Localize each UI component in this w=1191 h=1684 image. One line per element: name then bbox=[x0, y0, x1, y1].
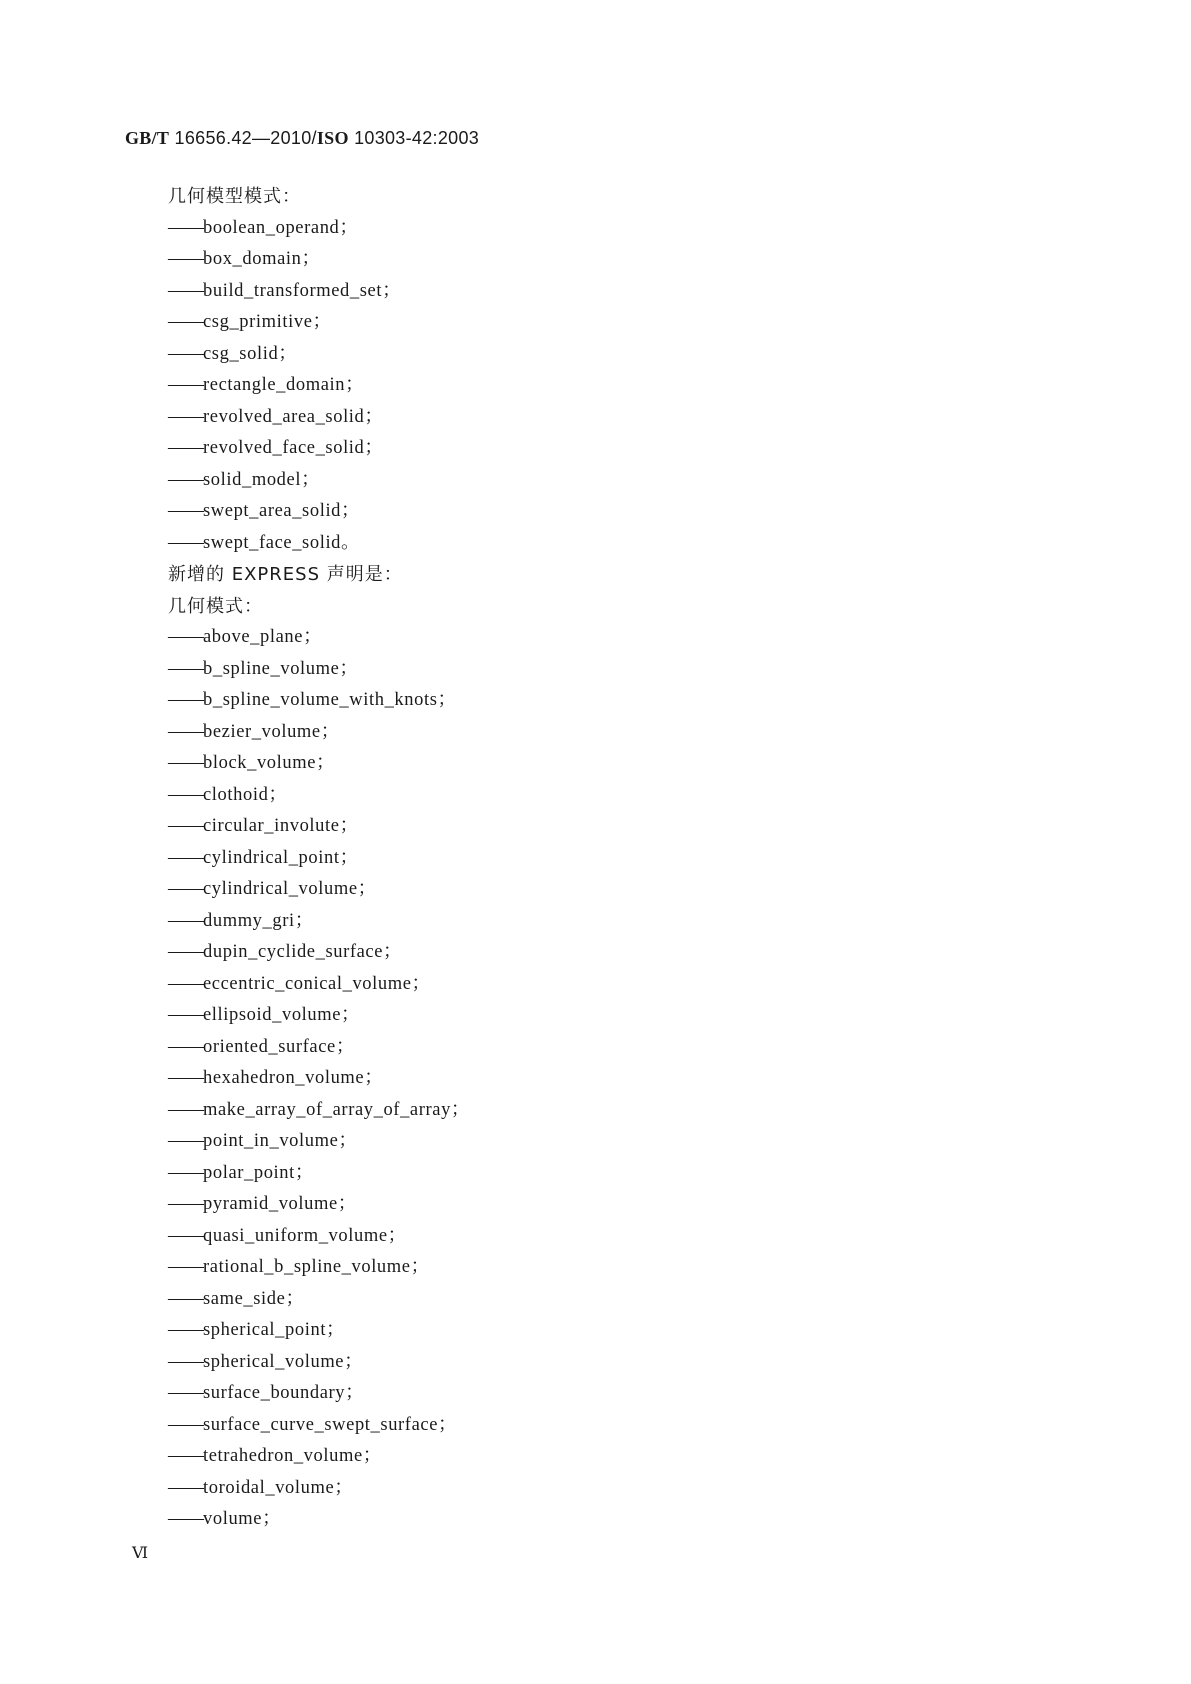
list-item-text: volume； bbox=[203, 1509, 282, 1529]
em-dash-marker: —— bbox=[168, 312, 203, 332]
standard-prefix: GB/T bbox=[125, 128, 170, 148]
list-item-text: toroidal_volume； bbox=[203, 1477, 354, 1498]
list-item-text: pyramid_volume； bbox=[203, 1194, 357, 1214]
list-item bbox=[168, 811, 868, 843]
list-item bbox=[168, 370, 868, 402]
em-dash-marker: —— bbox=[168, 1509, 203, 1529]
list-item-text: make_array_of_array_of_array； bbox=[203, 1099, 471, 1120]
list-item bbox=[168, 685, 868, 717]
list-item bbox=[168, 1063, 868, 1095]
list-item-text: cylindrical_point； bbox=[203, 847, 359, 868]
em-dash-marker: —— bbox=[168, 343, 203, 364]
iso-number: 10303-42:2003 bbox=[348, 128, 480, 148]
list-item-text: polar_point； bbox=[203, 1162, 314, 1183]
list-item-text: b_spline_volume_with_knots； bbox=[203, 690, 457, 710]
list-item-text: swept_face_solid。 bbox=[203, 532, 361, 553]
em-dash-marker: —— bbox=[168, 1005, 203, 1025]
list-item bbox=[168, 654, 868, 686]
em-dash-marker: —— bbox=[168, 910, 203, 931]
list-item bbox=[168, 969, 868, 1001]
list-item bbox=[168, 780, 868, 812]
page-number: Ⅵ bbox=[132, 1545, 149, 1562]
list-item bbox=[168, 1441, 868, 1473]
page-content bbox=[168, 181, 868, 1536]
list-item bbox=[168, 1315, 868, 1347]
list-item bbox=[168, 244, 868, 276]
section-heading-geometric-model: 几何模型模式： bbox=[168, 186, 301, 207]
em-dash-marker: —— bbox=[168, 1131, 203, 1151]
geometric-model-schema-list bbox=[168, 213, 868, 560]
em-dash-marker: —— bbox=[168, 1320, 203, 1340]
em-dash-marker: —— bbox=[168, 217, 203, 238]
em-dash-marker: —— bbox=[168, 249, 203, 269]
list-item bbox=[168, 276, 868, 308]
section-heading-geometry: 几何模式： bbox=[168, 595, 263, 617]
list-item-text: block_volume； bbox=[203, 753, 336, 773]
list-item-text: point_in_volume； bbox=[203, 1131, 358, 1151]
list-item bbox=[168, 1473, 868, 1505]
em-dash-marker: —— bbox=[168, 1257, 203, 1277]
list-item bbox=[168, 843, 868, 875]
list-item-text: surface_curve_swept_surface； bbox=[203, 1414, 458, 1435]
list-item-text: quasi_uniform_volume； bbox=[203, 1225, 407, 1246]
em-dash-marker: —— bbox=[168, 1036, 203, 1057]
em-dash-marker: —— bbox=[168, 1414, 203, 1435]
list-item bbox=[168, 622, 868, 654]
em-dash-marker: —— bbox=[168, 879, 203, 899]
list-item-text: rectangle_domain； bbox=[203, 375, 365, 395]
list-item-text: hexahedron_volume； bbox=[203, 1068, 384, 1088]
new-express-declarations-intro: 新增的 EXPRESS 声明是： bbox=[168, 564, 403, 585]
list-item-text: box_domain； bbox=[203, 249, 321, 269]
em-dash-marker: —— bbox=[168, 942, 203, 962]
em-dash-marker: —— bbox=[168, 847, 203, 868]
em-dash-marker: —— bbox=[168, 1099, 203, 1120]
standard-number: 16656.42—2010/ bbox=[169, 128, 317, 148]
em-dash-marker: —— bbox=[168, 469, 203, 490]
list-item bbox=[168, 213, 868, 245]
em-dash-marker: —— bbox=[168, 501, 203, 521]
list-item bbox=[168, 528, 868, 560]
list-item bbox=[168, 307, 868, 339]
list-item-text: dummy_gri； bbox=[203, 910, 314, 931]
list-item-text: boolean_operand； bbox=[203, 217, 359, 238]
em-dash-marker: —— bbox=[168, 532, 203, 553]
list-item-text: tetrahedron_volume； bbox=[203, 1446, 382, 1466]
iso-prefix: ISO bbox=[316, 128, 349, 148]
list-item-text: solid_model； bbox=[203, 469, 321, 490]
list-item-text: bezier_volume； bbox=[203, 721, 340, 742]
list-item bbox=[168, 748, 868, 780]
list-item-text: spherical_point； bbox=[203, 1320, 346, 1340]
list-item bbox=[168, 1410, 868, 1442]
em-dash-marker: —— bbox=[168, 1068, 203, 1088]
list-item bbox=[168, 339, 868, 371]
list-item-text: above_plane； bbox=[203, 627, 323, 647]
em-dash-marker: —— bbox=[168, 1477, 203, 1498]
list-item bbox=[168, 496, 868, 528]
em-dash-marker: —— bbox=[168, 1446, 203, 1466]
em-dash-marker: —— bbox=[168, 406, 203, 427]
list-item bbox=[168, 906, 868, 938]
list-item-text: rational_b_spline_volume； bbox=[203, 1257, 430, 1277]
em-dash-marker: —— bbox=[168, 973, 203, 994]
em-dash-marker: —— bbox=[168, 1194, 203, 1214]
list-item-text: swept_area_solid； bbox=[203, 501, 361, 521]
list-item bbox=[168, 1252, 868, 1284]
em-dash-marker: —— bbox=[168, 375, 203, 395]
em-dash-marker: —— bbox=[168, 658, 203, 679]
list-item-text: oriented_surface； bbox=[203, 1036, 355, 1057]
em-dash-marker: —— bbox=[168, 1288, 203, 1309]
list-item bbox=[168, 1221, 868, 1253]
list-item-text: revolved_face_solid； bbox=[203, 438, 384, 458]
em-dash-marker: —— bbox=[168, 784, 203, 805]
list-item-text: clothoid； bbox=[203, 784, 288, 805]
list-item bbox=[168, 1378, 868, 1410]
list-item bbox=[168, 433, 868, 465]
em-dash-marker: —— bbox=[168, 721, 203, 742]
list-item bbox=[168, 1032, 868, 1064]
em-dash-marker: —— bbox=[168, 627, 203, 647]
list-item-text: csg_solid； bbox=[203, 343, 298, 364]
list-item bbox=[168, 937, 868, 969]
em-dash-marker: —— bbox=[168, 1383, 203, 1403]
list-item-text: dupin_cyclide_surface； bbox=[203, 942, 403, 962]
list-item bbox=[168, 1095, 868, 1127]
list-item-text: revolved_area_solid； bbox=[203, 406, 384, 427]
list-item bbox=[168, 717, 868, 749]
list-item-text: surface_boundary； bbox=[203, 1383, 365, 1403]
list-item-text: circular_involute； bbox=[203, 816, 359, 836]
list-item bbox=[168, 1284, 868, 1316]
em-dash-marker: —— bbox=[168, 1162, 203, 1183]
list-item bbox=[168, 1126, 868, 1158]
em-dash-marker: —— bbox=[168, 753, 203, 773]
list-item-text: csg_primitive； bbox=[203, 312, 332, 332]
list-item-text: same_side； bbox=[203, 1288, 305, 1309]
list-item-text: b_spline_volume； bbox=[203, 658, 359, 679]
list-item-text: ellipsoid_volume； bbox=[203, 1005, 361, 1025]
list-item bbox=[168, 1504, 868, 1536]
em-dash-marker: —— bbox=[168, 1225, 203, 1246]
em-dash-marker: —— bbox=[168, 280, 203, 301]
list-item-text: eccentric_conical_volume； bbox=[203, 973, 431, 994]
list-item-text: cylindrical_volume； bbox=[203, 879, 377, 899]
list-item-text: build_transformed_set； bbox=[203, 280, 402, 301]
list-item bbox=[168, 1189, 868, 1221]
page-header bbox=[125, 128, 479, 149]
geometry-schema-list bbox=[168, 622, 868, 1536]
em-dash-marker: —— bbox=[168, 690, 203, 710]
list-item bbox=[168, 465, 868, 497]
list-item bbox=[168, 1347, 868, 1379]
list-item-text: spherical_volume； bbox=[203, 1351, 364, 1372]
list-item bbox=[168, 402, 868, 434]
list-item bbox=[168, 874, 868, 906]
em-dash-marker: —— bbox=[168, 1351, 203, 1372]
em-dash-marker: —— bbox=[168, 816, 203, 836]
em-dash-marker: —— bbox=[168, 438, 203, 458]
list-item bbox=[168, 1158, 868, 1190]
list-item bbox=[168, 1000, 868, 1032]
